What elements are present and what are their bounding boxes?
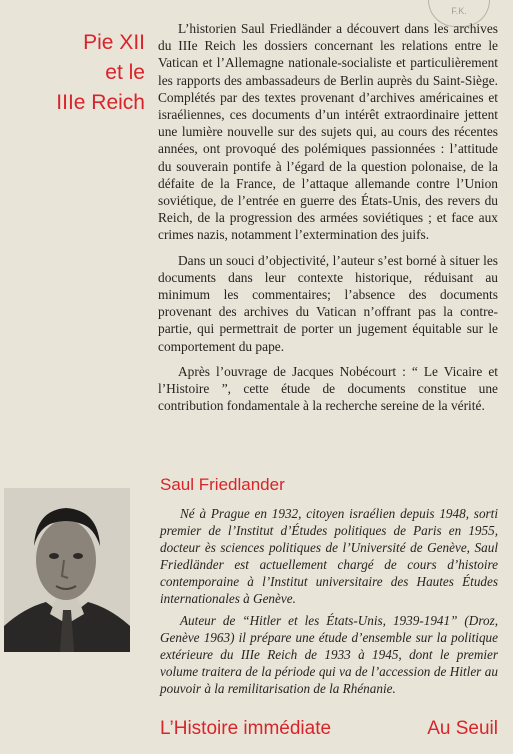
summary-paragraph-1: L’historien Saul Friedländer a découvert dans les archives du IIIe Reich les dossiers concernant les relations entre le Vatican et l’Allemagne nationale-socialiste et particulièrement les rapports des ambassadeurs de Berlin auprès du Saint-Siège. Complétés par des textes provenant d’archives américaines et israéliennes, ces documents d’un intérêt extraordinaire jettent une lumière nouvelle sur des sujets qui, au cours des récentes années, ont provoqué des polémiques passionnées : l’attitude du souverain pontife à l’égard de la question polonaise, de la défaite de la France, de l’attaque allemande contre l’Union soviétique, de l’entrée en guerre des États-Unis, des revers du Reich, de la progression des armées soviétiques ; et face aux crimes nazis, notamment l’extermination des juifs. [158, 21, 498, 243]
title-line-1: Pie XII [83, 31, 145, 54]
author-portrait [4, 488, 130, 652]
book-title [56, 28, 145, 118]
author-bio [160, 505, 498, 702]
bio-paragraph-1: Né à Prague en 1932, citoyen israélien depuis 1948, sorti premier de l’Institut d’Études politiques de Paris en 1955, docteur ès sciences politiques de l’Université de Genève, Saul Friedländer est actuellement chargé de cours d’histoire contemporaine à l’Institut universitaire des Hautes Études internationales à Genève. [160, 506, 498, 606]
summary-text [158, 20, 498, 422]
author-photo [4, 488, 130, 652]
author-name: Saul Friedlander [160, 475, 285, 494]
publisher-name: Au Seuil [427, 718, 498, 739]
collection-name: L’Histoire immédiate [160, 718, 332, 739]
stamp-text: F.K. [451, 6, 467, 16]
bio-paragraph-2: Auteur de “Hitler et les États-Unis, 1939-1941” (Droz, Genève 1963) il prépare une étude d’ensemble sur la politique extérieure du IIIe Reich de 1933 à 1945, dont le premier volume traitera de la période qui va de l’accession de Hitler au pouvoir à la remilitarisation de la Rhénanie. [160, 613, 498, 696]
title-line-3: IIIe Reich [56, 91, 145, 114]
summary-paragraph-3: Après l’ouvrage de Jacques Nobécourt : “ Le Vicaire et l’Histoire ”, cette étude de documents constitue une contribution fondamentale à la recherche sereine de la vérité. [158, 363, 498, 414]
title-line-2: et le [105, 61, 145, 84]
summary-paragraph-2: Dans un souci d’objectivité, l’auteur s’est borné à situer les documents dans leur contexte historique, réduisant au minimum les commentaires; l’absence des documents provenant des archives du Vatican n’offrant pas la contre-partie, qui permettrait de porter un jugement équitable sur le comportement du pape. [158, 252, 498, 354]
